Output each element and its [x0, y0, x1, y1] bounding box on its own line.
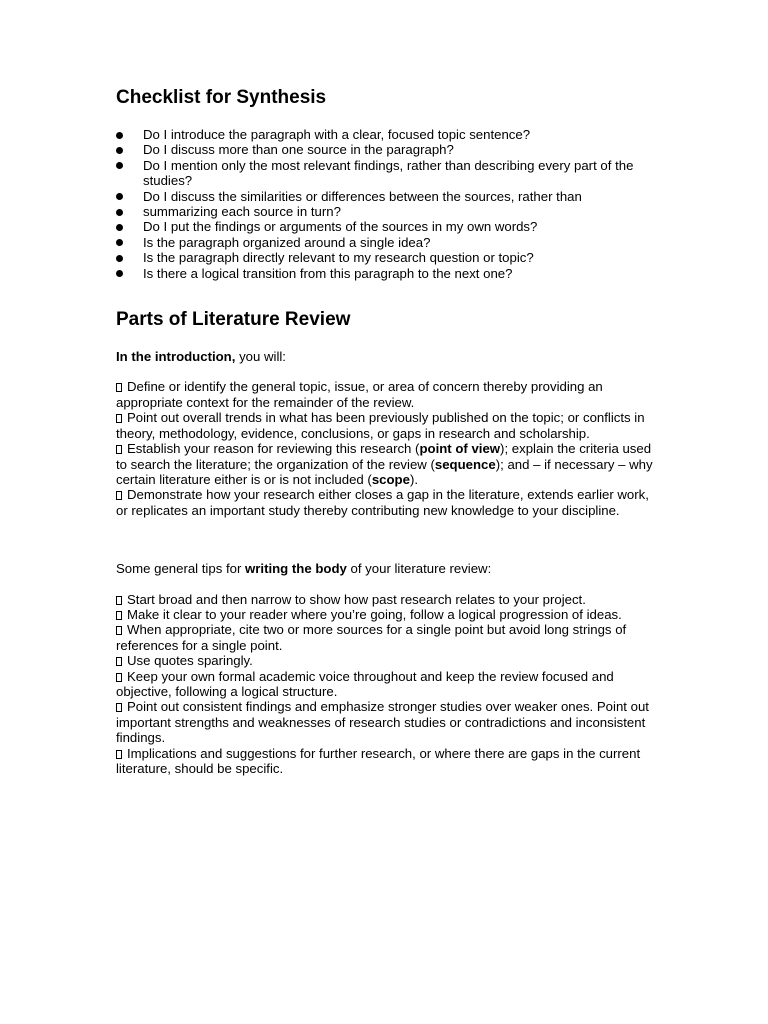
bullet-icon — [116, 239, 123, 246]
list-item: Do I discuss more than one source in the paragraph? — [116, 142, 656, 157]
body-item: Keep your own formal academic voice throughout and keep the review focused and objective, following a logical structure. — [116, 668, 614, 699]
body-item: Point out consistent findings and emphasize stronger studies over weaker ones. Point out important strengths and weaknesses of research studies or contradictions and inconsistent findings. — [116, 699, 649, 746]
checkbox-glyph-icon — [116, 673, 122, 682]
checklist-list — [116, 127, 656, 281]
bullet-icon — [116, 132, 123, 139]
intro-lead: In the introduction, you will: — [116, 349, 286, 365]
checkbox-glyph-icon — [116, 414, 122, 423]
checkbox-glyph-icon — [116, 383, 122, 392]
list-item: Is there a logical transition from this paragraph to the next one? — [116, 266, 656, 281]
list-item: Do I introduce the paragraph with a clear, focused topic sentence? — [116, 127, 656, 142]
intro-items — [116, 379, 656, 518]
body-item: Implications and suggestions for further research, or where there are gaps in the current literature, should be specific. — [116, 745, 641, 776]
checkbox-glyph-icon — [116, 491, 122, 500]
checkbox-glyph-icon — [116, 611, 122, 620]
checkbox-glyph-icon — [116, 703, 122, 712]
bullet-icon — [116, 209, 123, 216]
checkbox-glyph-icon — [116, 445, 122, 454]
body-items — [116, 592, 656, 777]
list-item: Is the paragraph directly relevant to my research question or topic? — [116, 250, 656, 265]
bullet-icon — [116, 193, 123, 200]
document-page — [116, 86, 656, 776]
checkbox-glyph-icon — [116, 657, 122, 666]
intro-item: Demonstrate how your research either closes a gap in the literature, extends earlier work, or replicates an important study thereby contributing new knowledge to your discipline. — [116, 487, 649, 518]
bullet-icon — [116, 224, 123, 231]
intro-item: Establish your reason for reviewing this research (point of view); explain the criteria used to search the literature; the organization of the review (sequence); and – if necessary – why certain literature either is or is not included (scope). — [116, 441, 653, 487]
bullet-icon — [116, 147, 123, 154]
body-item: Start broad and then narrow to show how past research relates to your project. — [116, 592, 656, 607]
body-item: Make it clear to your reader where you’re going, follow a logical progression of ideas. — [116, 607, 656, 622]
bullet-icon — [116, 162, 123, 169]
list-item: Do I mention only the most relevant findings, rather than describing every part of the studies? — [116, 158, 656, 189]
list-item: Is the paragraph organized around a single idea? — [116, 235, 656, 250]
checkbox-glyph-icon — [116, 750, 122, 759]
bullet-icon — [116, 255, 123, 262]
intro-item: Define or identify the general topic, issue, or area of concern thereby providing an appropriate context for the remainder of the review. — [116, 379, 603, 410]
body-item: Use quotes sparingly. — [116, 653, 656, 668]
body-item: When appropriate, cite two or more sources for a single point but avoid long strings of references for a single point. — [116, 622, 627, 653]
checkbox-glyph-icon — [116, 626, 122, 635]
list-item: Do I put the findings or arguments of the sources in my own words? — [116, 219, 656, 234]
intro-item: Point out overall trends in what has been previously published on the topic; or conflicts in theory, methodology, evidence, conclusions, or gaps in research and scholarship. — [116, 410, 645, 441]
body-lead: Some general tips for writing the body of your literature review: — [116, 561, 492, 577]
checkbox-glyph-icon — [116, 596, 122, 605]
parts-title: Parts of Literature Review — [116, 309, 351, 331]
checklist-title: Checklist for Synthesis — [116, 87, 327, 108]
list-item: Do I discuss the similarities or differences between the sources, rather than — [116, 189, 656, 204]
bullet-icon — [116, 270, 123, 277]
list-item: summarizing each source in turn? — [116, 204, 656, 219]
